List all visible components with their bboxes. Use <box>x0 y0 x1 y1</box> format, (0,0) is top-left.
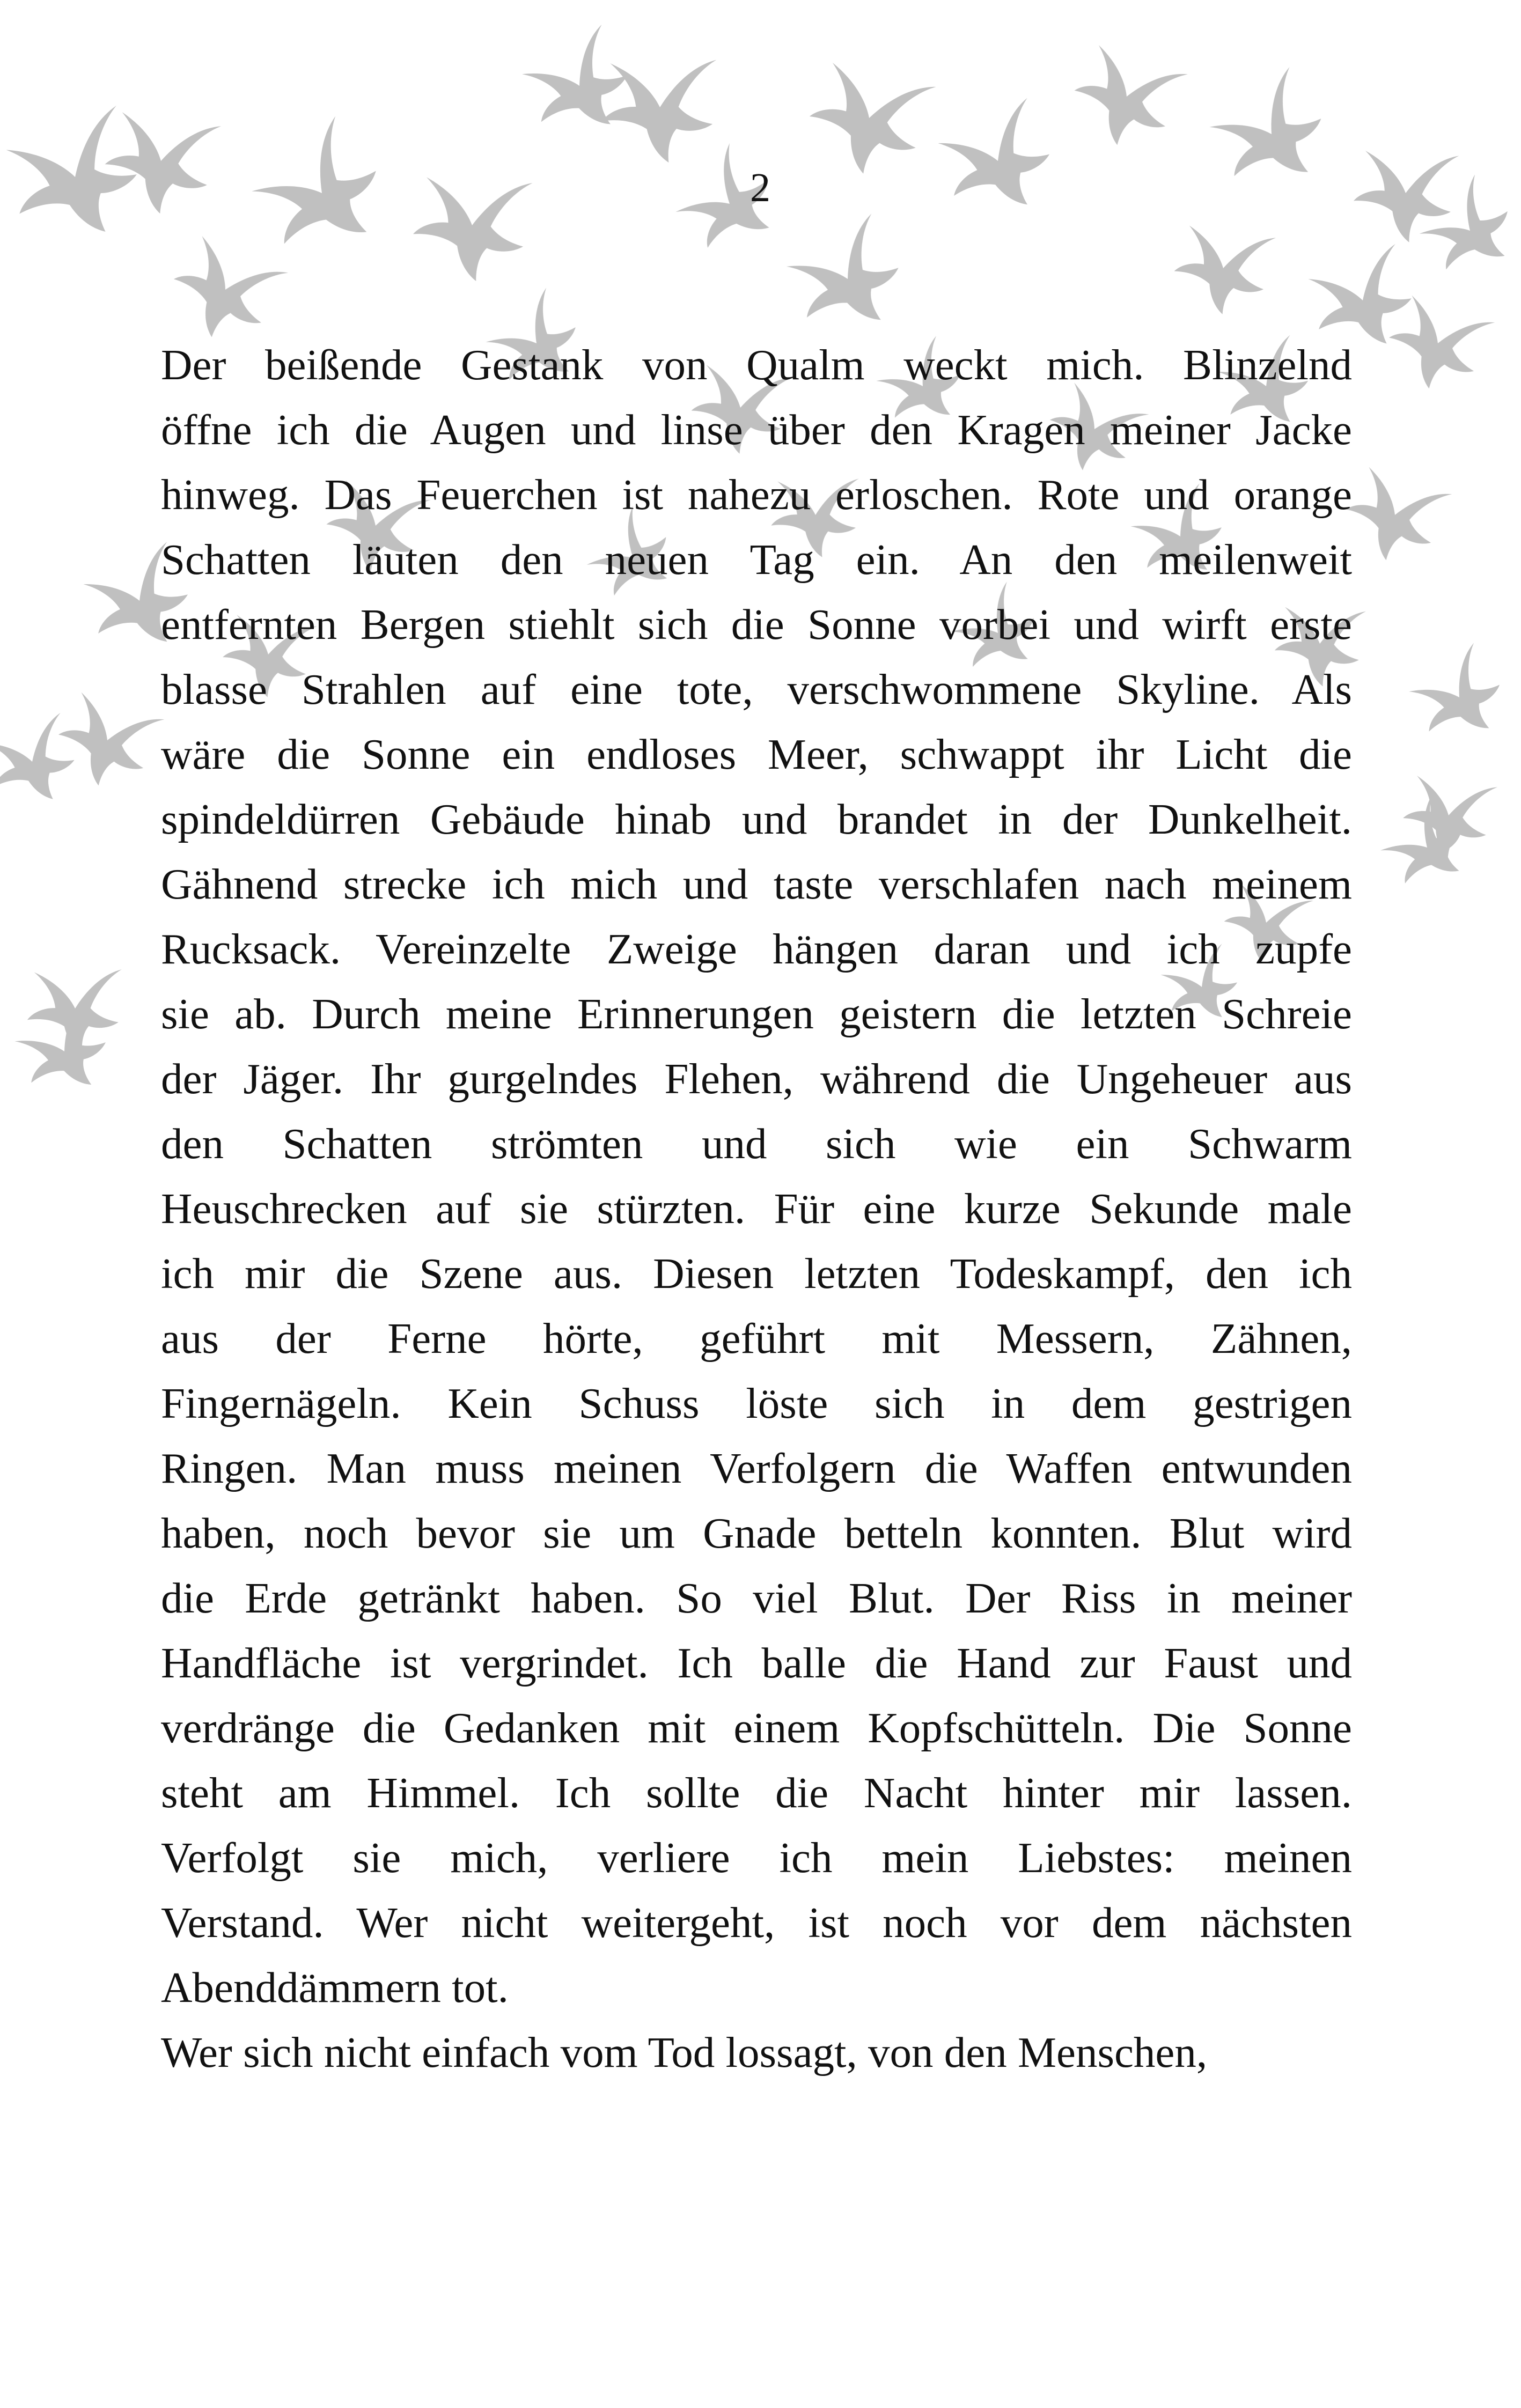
text-line: Fingernägeln. Kein Schuss löste sich in dem gestrigen <box>161 1379 1352 1427</box>
text-line: Ringen. Man muss meinen Verfolgern die Waffen entwunden <box>161 1444 1352 1492</box>
paragraph <box>161 2020 1352 2085</box>
text-line: ich mir die Szene aus. Diesen letzten Todeskampf, den ich <box>161 1249 1352 1298</box>
text-line: aus der Ferne hörte, geführt mit Messern, Zähnen, <box>161 1314 1352 1363</box>
text-line: steht am Himmel. Ich sollte die Nacht hinter mir lassen. <box>161 1769 1352 1817</box>
text-line: Wer sich nicht einfach vom Tod lossagt, von den Menschen, <box>161 2028 1208 2076</box>
text-line: Schatten läuten den neuen Tag ein. An den meilenweit <box>161 535 1352 584</box>
text-line: Handfläche ist vergrindet. Ich balle die Hand zur Faust und <box>161 1639 1352 1687</box>
text-line: Der beißende Gestank von Qualm weckt mich. Blinzelnd <box>161 341 1352 389</box>
text-line: spindeldürren Gebäude hinab und brandet in der Dunkelheit. <box>161 795 1352 843</box>
text-line: wäre die Sonne ein endloses Meer, schwappt ihr Licht die <box>161 730 1352 778</box>
body-text <box>161 333 1352 2085</box>
text-line: Abenddämmern tot. <box>161 1963 509 2012</box>
text-line: den Schatten strömten und sich wie ein Schwarm <box>161 1120 1352 1168</box>
text-line: hinweg. Das Feuerchen ist nahezu erloschen. Rote und orange <box>161 470 1352 519</box>
text-line: öffne ich die Augen und linse über den Kragen meiner Jacke <box>161 406 1352 454</box>
text-line: blasse Strahlen auf eine tote, verschwommene Skyline. Als <box>161 665 1352 713</box>
text-line: Heuschrecken auf sie stürzten. Für eine kurze Sekunde male <box>161 1184 1352 1233</box>
text-line: Verfolgt sie mich, verliere ich mein Liebstes: meinen <box>161 1833 1352 1882</box>
text-line: Gähnend strecke ich mich und taste verschlafen nach meinem <box>161 860 1352 908</box>
text-line: der Jäger. Ihr gurgelndes Flehen, während die Ungeheuer aus <box>161 1055 1352 1103</box>
page-number: 2 <box>750 165 770 210</box>
text-line: sie ab. Durch meine Erinnerungen geistern die letzten Schreie <box>161 990 1352 1038</box>
text-line: die Erde getränkt haben. So viel Blut. Der Riss in meiner <box>161 1574 1352 1622</box>
text-line: verdränge die Gedanken mit einem Kopfschütteln. Die Sonne <box>161 1704 1352 1752</box>
text-line: Rucksack. Vereinzelte Zweige hängen daran und ich zupfe <box>161 925 1352 973</box>
paragraph <box>161 333 1352 2020</box>
text-line: haben, noch bevor sie um Gnade betteln konnten. Blut wird <box>161 1509 1352 1557</box>
text-line: Verstand. Wer nicht weitergeht, ist noch vor dem nächsten <box>161 1898 1352 1947</box>
text-line: entfernten Bergen stiehlt sich die Sonne vorbei und wirft erste <box>161 600 1352 649</box>
